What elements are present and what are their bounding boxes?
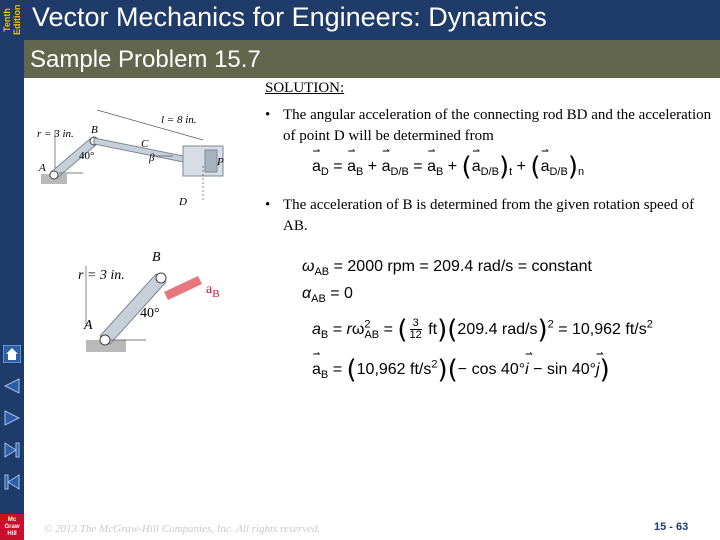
mechanism-figure bbox=[33, 100, 253, 210]
relative-accel-equation: ⇀ $a_D$ = ⇀ $a_B$ + ⇀ $a_{D/B}$ = ⇀ $a_B$ + (⇀ $a_{D/B})_t$ + (⇀ $a_{D/B})_n$ bbox=[312, 152, 584, 182]
bullet-1-text: The angular acceleration of the connecting rod BD and the acceleration of point D will be determined from bbox=[283, 107, 712, 144]
rewind-icon bbox=[3, 377, 21, 395]
sidebar bbox=[0, 0, 24, 540]
previous-slide-button[interactable] bbox=[0, 406, 24, 430]
fig1-label-l: l = 8 in. bbox=[161, 114, 197, 126]
fig1-label-b: B bbox=[91, 124, 98, 136]
alpha-equation: $\alpha_{AB} = 0$ bbox=[302, 285, 353, 306]
omega-equation: $\omega_{AB} = 2000$ rpm = 209.4 rad/s = constant bbox=[302, 258, 592, 279]
fig2-label-b: B bbox=[152, 250, 161, 265]
home-button[interactable] bbox=[0, 342, 24, 366]
crank-figure bbox=[56, 246, 246, 376]
section-title: Sample Problem 15.7 bbox=[24, 40, 720, 78]
home-icon bbox=[3, 345, 21, 363]
fig2-label-a: A bbox=[84, 318, 93, 333]
solution-heading: SOLUTION: bbox=[265, 80, 345, 96]
last-slide-button[interactable] bbox=[0, 470, 24, 494]
first-slide-button[interactable] bbox=[0, 374, 24, 398]
accel-vector-equation: ⇀ $a_B = (10,962$ $ft/s^2)(- \cos$ 40°⇀ i − sin 40°⇀ j) bbox=[312, 355, 610, 385]
fig1-label-angle: 40° bbox=[79, 150, 95, 162]
step-forward-icon bbox=[3, 441, 21, 459]
step-back-icon bbox=[3, 473, 21, 491]
page-title: Vector Mechanics for Engineers: Dynamics bbox=[24, 0, 720, 40]
play-icon bbox=[3, 409, 21, 427]
fig2-label-r: r = 3 in. bbox=[78, 268, 125, 283]
bullet-marker: • bbox=[265, 197, 271, 213]
fig1-label-a: A bbox=[39, 162, 46, 174]
bullet-2-text: The acceleration of B is determined from the given rotation speed of AB. bbox=[283, 197, 695, 234]
bullet-2 bbox=[265, 195, 713, 237]
accel-magnitude-equation: $a_B = r\omega^2_{AB}$ = ( $\frac{3}{12}$ ft)(209.4 rad/s)$^2$ = 10,962 $ft/s^2$ bbox=[312, 315, 653, 345]
fig1-label-p: P bbox=[217, 156, 224, 168]
copyright-footer: © 2013 The McGraw-Hill Companies, Inc. All rights reserved. bbox=[44, 523, 321, 535]
fig1-label-c: C bbox=[141, 138, 149, 150]
edition-label: Tenth Edition bbox=[2, 4, 22, 36]
fig1-label-d: D bbox=[179, 196, 187, 208]
page-number: 15 - 63 bbox=[654, 521, 689, 533]
publisher-logo: Mc Graw Hill bbox=[0, 514, 24, 540]
fig2-label-angle: 40° bbox=[140, 306, 160, 321]
fig1-label-beta: β bbox=[149, 152, 155, 164]
bullet-marker: • bbox=[265, 107, 271, 123]
bullet-1 bbox=[265, 105, 713, 147]
next-slide-button[interactable] bbox=[0, 438, 24, 462]
fig1-label-r: r = 3 in. bbox=[37, 128, 74, 140]
fig2-label-accel: $a_B$ bbox=[206, 282, 220, 300]
